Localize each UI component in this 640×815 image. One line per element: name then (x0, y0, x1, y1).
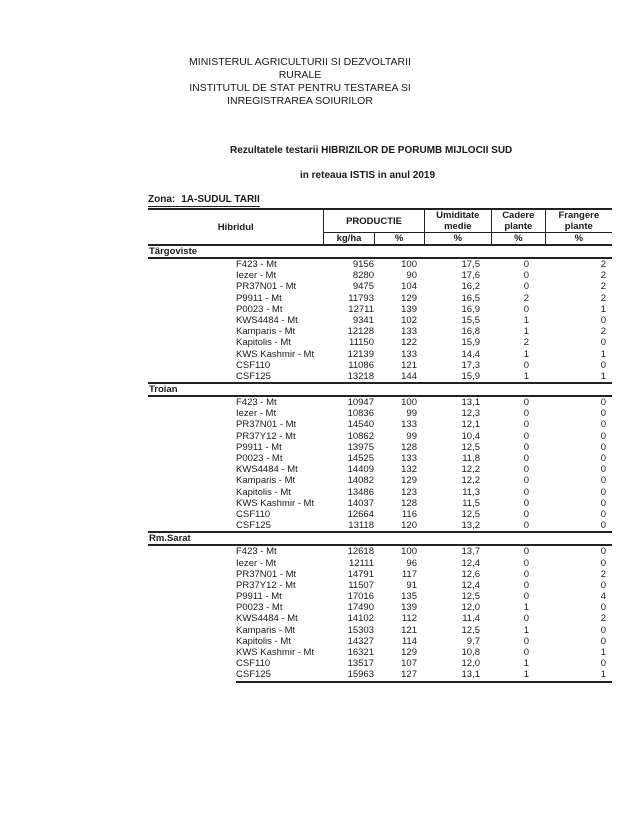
table-row (148, 431, 612, 442)
hybrid-name: KWS4484 - Mt (236, 464, 298, 476)
unit-pct: % (374, 233, 424, 244)
moisture: 15,5 (461, 314, 480, 326)
yield-pct: 91 (406, 579, 417, 591)
yield-kgha: 11793 (348, 292, 374, 304)
hybrid-name: PR37N01 - Mt (236, 568, 297, 580)
table-row (148, 442, 612, 453)
table-row (148, 546, 612, 557)
yield-pct: 128 (401, 441, 417, 453)
yield-pct: 117 (401, 568, 417, 580)
yield-pct: 104 (401, 281, 417, 293)
table-row (148, 498, 612, 509)
yield-pct: 135 (401, 591, 417, 603)
hybrid-name: PR37Y12 - Mt (236, 430, 296, 442)
header-productie (323, 210, 423, 244)
lodging: 0 (523, 508, 529, 520)
table-row (148, 558, 612, 569)
yield-kgha: 9341 (352, 314, 374, 326)
breakage: 0 (600, 464, 606, 476)
table-row (148, 408, 612, 419)
hybrid-name: CSF125 (236, 669, 271, 681)
breakage: 0 (600, 557, 606, 569)
lodging: 0 (523, 520, 529, 532)
lodging: 1 (523, 602, 529, 614)
table-row (148, 475, 612, 486)
moisture: 12,2 (461, 475, 480, 487)
yield-kgha: 14082 (347, 475, 374, 487)
yield-pct: 133 (401, 453, 417, 464)
unit-frangere: % (574, 233, 584, 244)
moisture: 13,7 (461, 546, 480, 558)
table-row (148, 613, 612, 624)
zone-label-text: Zona: (148, 194, 176, 205)
moisture: 16,9 (461, 303, 480, 315)
yield-pct: 99 (406, 430, 417, 442)
yield-kgha: 14037 (347, 497, 374, 509)
table-row (148, 304, 612, 315)
institute-name-cont: INREGISTRAREA SOIURILOR (227, 95, 373, 107)
hybrid-name: KWS4484 - Mt (236, 314, 298, 326)
moisture: 11,8 (462, 453, 480, 464)
header-productie-label: PRODUCTIE (346, 215, 403, 227)
document-title: Rezultatele testarii HIBRIZILOR DE PORUMB MIJLOCII SUD (230, 145, 513, 156)
hybrid-name: PR37Y12 - Mt (236, 579, 296, 591)
yield-kgha: 12711 (348, 303, 374, 315)
table-header (148, 208, 612, 244)
table-row (148, 259, 612, 270)
breakage: 2 (600, 326, 606, 338)
yield-pct: 90 (406, 270, 417, 282)
table-row (148, 591, 612, 602)
table-row (148, 487, 612, 498)
header-umiditate-label: Umiditate medie (436, 210, 480, 232)
yield-kgha: 12618 (347, 546, 374, 558)
lodging: 0 (523, 647, 529, 658)
lodging: 0 (523, 259, 529, 270)
yield-kgha: 10862 (347, 430, 374, 442)
table-row (148, 326, 612, 337)
lodging: 2 (523, 292, 529, 304)
moisture: 11,4 (462, 613, 480, 625)
zone-value: 1A-SUDUL TARII (181, 194, 260, 205)
moisture: 12,6 (461, 568, 480, 580)
moisture: 12,4 (461, 557, 480, 569)
frangere-units (546, 232, 612, 244)
breakage: 0 (600, 635, 606, 647)
lodging: 0 (523, 497, 529, 509)
yield-kgha: 11507 (348, 579, 374, 591)
yield-pct: 123 (401, 486, 417, 498)
yield-kgha: 14540 (347, 419, 374, 431)
yield-kgha: 15963 (347, 669, 374, 681)
cadere-units (492, 232, 545, 244)
unit-umid: % (453, 233, 463, 244)
yield-kgha: 12664 (347, 508, 374, 520)
lodging: 1 (523, 658, 529, 670)
table-bottom-rule (236, 681, 612, 683)
moisture: 14,4 (461, 348, 480, 360)
yield-pct: 129 (401, 292, 417, 304)
lodging: 1 (523, 314, 529, 326)
yield-kgha: 8280 (352, 270, 374, 282)
moisture: 12,5 (461, 508, 480, 520)
hybrid-name: Kapitolis - Mt (236, 486, 291, 498)
table-row (148, 520, 612, 531)
moisture: 11,3 (462, 486, 480, 498)
yield-kgha: 14102 (347, 613, 374, 625)
lodging: 2 (523, 337, 529, 349)
yield-kgha: 13486 (347, 486, 374, 498)
hybrid-name: CSF125 (236, 520, 271, 532)
yield-pct: 129 (401, 475, 417, 487)
moisture: 9,7 (466, 635, 480, 647)
yield-kgha: 14791 (347, 568, 374, 580)
yield-pct: 129 (401, 647, 417, 658)
moisture: 12,3 (461, 408, 480, 420)
table-row (148, 419, 612, 430)
breakage: 0 (600, 486, 606, 498)
yield-pct: 107 (401, 658, 417, 670)
yield-kgha: 14409 (347, 464, 374, 476)
header-frangere-label: Frangere plante (558, 210, 600, 232)
section-header: Troian (148, 382, 612, 397)
lodging: 0 (523, 568, 529, 580)
moisture: 15,9 (461, 337, 480, 349)
lodging: 0 (523, 281, 529, 293)
yield-pct: 120 (401, 520, 417, 532)
moisture: 13,2 (461, 520, 480, 532)
table-row (148, 669, 612, 680)
table-row (148, 636, 612, 647)
table-row (148, 281, 612, 292)
ministry-name: MINISTERUL AGRICULTURII SI DEZVOLTARII RURALE (189, 56, 411, 81)
moisture: 15,9 (461, 370, 480, 382)
hybrid-name: KWS Kashmir - Mt (236, 348, 315, 360)
yield-kgha: 11150 (348, 337, 374, 349)
breakage: 1 (600, 647, 606, 658)
table-row (148, 337, 612, 348)
lodging: 0 (523, 397, 529, 409)
yield-pct: 102 (401, 314, 417, 326)
hybrid-name: CSF110 (236, 508, 271, 520)
section-header: Rm.Sarat (148, 531, 612, 546)
lodging: 0 (523, 613, 529, 625)
hybrid-name: Kamparis - Mt (236, 326, 296, 338)
table-row (148, 569, 612, 580)
yield-kgha: 10947 (347, 397, 374, 409)
lodging: 1 (523, 669, 529, 681)
table-row (148, 625, 612, 636)
hybrid-name: CSF110 (236, 359, 271, 371)
lodging: 0 (523, 419, 529, 431)
productie-units (324, 232, 423, 244)
breakage: 0 (600, 430, 606, 442)
lodging: 0 (523, 591, 529, 603)
yield-pct: 96 (406, 557, 417, 569)
breakage: 0 (600, 497, 606, 509)
breakage: 2 (600, 259, 606, 270)
lodging: 0 (523, 557, 529, 569)
yield-pct: 133 (401, 326, 417, 338)
hybrid-name: Iezer - Mt (236, 270, 277, 282)
header-hibrid: Hibridul (217, 221, 254, 233)
moisture: 17,5 (461, 259, 480, 270)
hybrid-name: F423 - Mt (236, 397, 277, 409)
umiditate-units (425, 232, 491, 244)
breakage: 0 (600, 337, 606, 349)
breakage: 0 (600, 419, 606, 431)
moisture: 12,5 (461, 591, 480, 603)
hybrid-name: Kamparis - Mt (236, 624, 296, 636)
hybrid-name: Iezer - Mt (236, 408, 277, 420)
yield-kgha: 13118 (348, 520, 374, 532)
yield-kgha: 16321 (347, 647, 374, 658)
institution-header (170, 56, 430, 108)
lodging: 0 (523, 464, 529, 476)
breakage: 2 (600, 292, 606, 304)
header-cadere (491, 210, 545, 244)
breakage: 2 (600, 613, 606, 625)
breakage: 0 (600, 508, 606, 520)
yield-pct: 122 (401, 337, 417, 349)
yield-pct: 100 (401, 397, 417, 409)
hybrid-name: CSF125 (236, 370, 271, 382)
yield-pct: 99 (406, 408, 417, 420)
hybrid-name: Kapitolis - Mt (236, 337, 291, 349)
moisture: 13,1 (461, 397, 480, 409)
yield-pct: 116 (401, 508, 417, 520)
lodging: 0 (523, 430, 529, 442)
moisture: 11,5 (462, 497, 480, 509)
lodging: 0 (523, 453, 529, 464)
yield-pct: 127 (401, 669, 417, 681)
moisture: 12,0 (461, 658, 480, 670)
moisture: 12,2 (461, 464, 480, 476)
table-row (148, 647, 612, 658)
hybrid-name: Kapitolis - Mt (236, 635, 291, 647)
table-row (148, 360, 612, 371)
yield-pct: 139 (401, 602, 417, 614)
moisture: 12,0 (461, 602, 480, 614)
unit-kgha: kg/ha (336, 233, 362, 244)
breakage: 0 (600, 314, 606, 326)
table-row (148, 453, 612, 464)
yield-pct: 100 (401, 259, 417, 270)
lodging: 0 (523, 486, 529, 498)
table-row (148, 580, 612, 591)
breakage: 0 (600, 546, 606, 558)
yield-kgha: 13975 (347, 441, 374, 453)
table-row (148, 371, 612, 382)
breakage: 1 (600, 303, 606, 315)
header-cadere-label: Cadere plante (502, 210, 535, 232)
yield-kgha: 17490 (347, 602, 374, 614)
hybrid-name: P0023 - Mt (236, 453, 283, 464)
yield-kgha: 14525 (347, 453, 374, 464)
hybrid-name: KWS4484 - Mt (236, 613, 298, 625)
lodging: 0 (523, 303, 529, 315)
hybrid-name: Iezer - Mt (236, 557, 277, 569)
breakage: 2 (600, 281, 606, 293)
breakage: 0 (600, 453, 606, 464)
hybrid-name: F423 - Mt (236, 259, 277, 270)
yield-kgha: 12128 (347, 326, 374, 338)
yield-pct: 112 (401, 613, 417, 625)
table-row (148, 658, 612, 669)
hybrid-name: Kamparis - Mt (236, 475, 296, 487)
table-row (148, 270, 612, 281)
table-row (148, 509, 612, 520)
lodging: 0 (523, 546, 529, 558)
hybrid-name: KWS Kashmir - Mt (236, 497, 315, 509)
lodging: 1 (523, 624, 529, 636)
yield-pct: 114 (401, 635, 417, 647)
moisture: 16,8 (461, 326, 480, 338)
institute-name: INSTITUTUL DE STAT PENTRU TESTAREA SI (189, 82, 411, 94)
lodging: 1 (523, 326, 529, 338)
lodging: 1 (523, 348, 529, 360)
hybrid-name: CSF110 (236, 658, 271, 670)
moisture: 12,5 (461, 441, 480, 453)
hybrid-name: P9911 - Mt (236, 591, 282, 603)
table-row (148, 293, 612, 304)
breakage: 2 (600, 270, 606, 282)
table-row (148, 349, 612, 360)
breakage: 0 (600, 520, 606, 532)
hybrid-name: PR37N01 - Mt (236, 281, 297, 293)
header-umiditate (424, 210, 491, 244)
hybrid-name: P0023 - Mt (236, 303, 283, 315)
hybrid-name: F423 - Mt (236, 546, 277, 558)
yield-pct: 128 (401, 497, 417, 509)
breakage: 4 (600, 591, 606, 603)
yield-kgha: 15303 (347, 624, 374, 636)
breakage: 0 (600, 397, 606, 409)
hybrid-name: P9911 - Mt (236, 441, 282, 453)
moisture: 13,1 (461, 669, 480, 681)
document-subtitle: in reteaua ISTIS in anul 2019 (300, 170, 436, 181)
table-body (148, 244, 612, 683)
yield-pct: 133 (401, 419, 417, 431)
yield-kgha: 9156 (352, 259, 374, 270)
moisture: 12,4 (461, 579, 480, 591)
yield-kgha: 12139 (347, 348, 374, 360)
unit-cadere: % (514, 233, 523, 244)
header-frangere (545, 210, 612, 244)
yield-pct: 100 (401, 546, 417, 558)
moisture: 16,5 (461, 292, 480, 304)
breakage: 1 (600, 669, 606, 681)
breakage: 0 (600, 475, 606, 487)
lodging: 0 (523, 441, 529, 453)
yield-pct: 139 (401, 303, 417, 315)
moisture: 16,2 (461, 281, 480, 293)
yield-kgha: 13517 (347, 658, 374, 670)
moisture: 17,6 (461, 270, 480, 282)
moisture: 12,1 (461, 419, 480, 431)
breakage: 0 (600, 441, 606, 453)
results-table (148, 208, 612, 683)
yield-pct: 144 (401, 370, 417, 382)
moisture: 10,4 (461, 430, 480, 442)
zone-label (148, 194, 260, 207)
yield-pct: 121 (401, 359, 417, 371)
breakage: 0 (600, 602, 606, 614)
yield-pct: 133 (401, 348, 417, 360)
lodging: 0 (523, 359, 529, 371)
yield-kgha: 13218 (347, 370, 374, 382)
yield-kgha: 11086 (348, 359, 374, 371)
yield-pct: 132 (401, 464, 417, 476)
yield-kgha: 14327 (347, 635, 374, 647)
breakage: 1 (600, 348, 606, 360)
breakage: 0 (600, 624, 606, 636)
hybrid-name: P9911 - Mt (236, 292, 282, 304)
yield-kgha: 9475 (352, 281, 374, 293)
moisture: 12,5 (461, 624, 480, 636)
hybrid-name: PR37N01 - Mt (236, 419, 297, 431)
lodging: 0 (523, 475, 529, 487)
breakage: 2 (600, 568, 606, 580)
moisture: 17,3 (461, 359, 480, 371)
table-row (148, 602, 612, 613)
table-row (148, 315, 612, 326)
breakage: 0 (600, 579, 606, 591)
breakage: 0 (600, 658, 606, 670)
table-row (148, 397, 612, 408)
table-row (148, 464, 612, 475)
lodging: 0 (523, 579, 529, 591)
lodging: 1 (523, 370, 529, 382)
breakage: 0 (600, 359, 606, 371)
yield-pct: 121 (401, 624, 417, 636)
section-header: Târgoviste (148, 244, 612, 259)
lodging: 0 (523, 270, 529, 282)
breakage: 1 (600, 370, 606, 382)
yield-kgha: 17016 (347, 591, 374, 603)
hybrid-name: P0023 - Mt (236, 602, 283, 614)
lodging: 0 (523, 408, 529, 420)
hybrid-name: KWS Kashmir - Mt (236, 647, 315, 658)
breakage: 0 (600, 408, 606, 420)
lodging: 0 (523, 635, 529, 647)
moisture: 10,8 (461, 647, 480, 658)
yield-kgha: 10836 (347, 408, 374, 420)
yield-kgha: 12111 (348, 557, 374, 569)
